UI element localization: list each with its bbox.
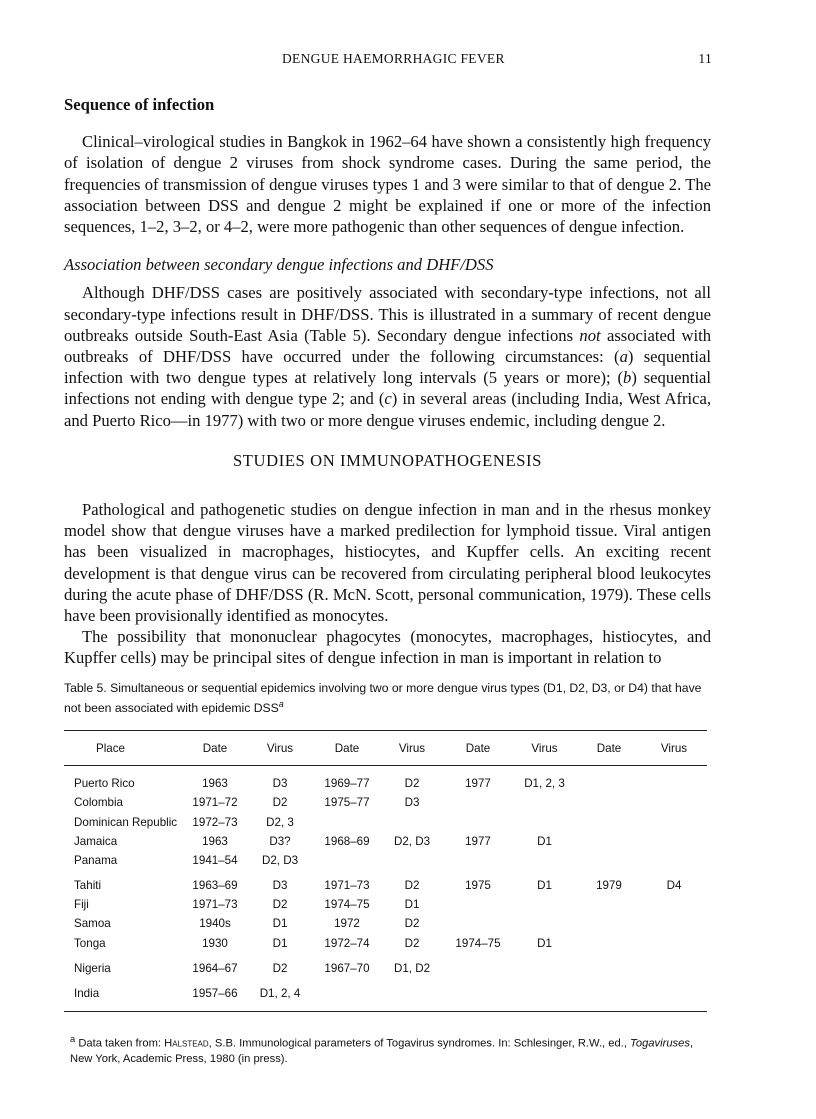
footnote-author: Halstead — [164, 1037, 209, 1050]
table-5 — [64, 680, 711, 1067]
table-row: Dominican Republic 1972–73 D2, 3 — [74, 815, 294, 829]
table-row: Tahiti 1963–69 D3 1971–73 D2 1975 D1 1979 D4 — [74, 879, 682, 893]
column-header: Virus — [512, 731, 577, 766]
column-header: Place — [64, 731, 184, 766]
table-footnote: $^a$ Data taken from: Halstead, S.B. Immunological parameters of Togavirus syndromes. In: Schlesinger, R.W., ed., Togaviruses, New York, Academic Press, 1980 (in press). — [70, 1034, 694, 1065]
table-row: India 1957–66 D1, 2, 4 — [64, 978, 707, 1012]
subsection-heading-association: Association between secondary dengue infections and DHF/DSS — [64, 255, 494, 275]
table-row: Jamaica 1963 D3? 1968–69 D2, D3 1977 D1 — [74, 834, 552, 848]
running-title: DENGUE HAEMORRHAGIC FEVER — [282, 51, 505, 66]
paragraph-association: Although DHF/DSS cases are positively associated with secondary-type infections, not all secondary-type infections result in DHF/DSS. This is illustrated in a summary of recent dengue outbreaks outside South-East Asia (Table 5). Secondary dengue infections not associated with outbreaks of DHF/DSS have occurred under the following circumstances: (a) sequential infection with two dengue types at relatively long intervals (5 years or more); (b) sequential infections not ending with dengue type 2; and (c) in several areas (including India, West Africa, and Puerto Rico—in 1977) with two or more dengue viruses endemic, including dengue 2. — [64, 283, 712, 430]
column-header: Date — [184, 731, 246, 766]
epidemics-table — [64, 730, 707, 1012]
table-row: Fiji 1971–73 D2 1974–75 D1 — [74, 898, 420, 912]
column-header: Virus — [641, 731, 707, 766]
body-text — [64, 94, 711, 669]
section-heading-immunopathogenesis: STUDIES ON IMMUNOPATHOGENESIS — [232, 450, 543, 470]
caption-footnote-marker: a — [278, 699, 284, 709]
column-header: Virus — [380, 731, 444, 766]
emphasis-not: not — [579, 325, 601, 345]
page-number: 11 — [698, 51, 712, 66]
table-row: Samoa 1940s D1 1972 D2 — [74, 917, 420, 931]
table-row: Panama 1941–54 D2, D3 — [74, 853, 299, 867]
paragraph-sequence: Clinical–virological studies in Bangkok in 1962–64 have shown a consistently high frequency of isolation of dengue 2 viruses from shock syndrome cases. During the same period, the frequencies of transmission of dengue viruses types 1 and 3 were similar to that of dengue 2. The association between DSS and dengue 2 might be explained if one or more of the infection sequences, 1–2, 3–2, or 4–2, were more pathogenic than other sequences of dengue infection. — [64, 132, 711, 237]
table-row: Nigeria 1964–67 D2 1967–70 D1, D2 — [74, 961, 431, 975]
table-caption: Table 5. Simultaneous or sequential epidemics involving two or more dengue virus types (D1, D2, D3, or D4) that have not been associated with epidemic DSS$^a$ — [64, 681, 702, 716]
footnote-book-title: Togaviruses — [630, 1037, 690, 1050]
running-head — [64, 51, 712, 71]
table-row: Tonga 1930 D1 1972–74 D2 1974–75 D1 — [74, 936, 552, 950]
column-header: Date — [314, 731, 380, 766]
paragraph-immuno-1: Pathological and pathogenetic studies on dengue infection in man and in the rhesus monkey model show that dengue viruses have a marked predilection for lymphoid tissue. Viral antigen has been visualized in macrophages, histiocytes, and Kupffer cells. An exciting recent development is that dengue virus can be recovered from circulating peripheral blood leukocytes during the acute phase of DHF/DSS (R. McN. Scott, personal communication, 1979). These cells have been provisionally identified as monocytes. — [64, 500, 711, 626]
table-header-row — [64, 731, 707, 766]
table-row: Colombia 1971–72 D2 1975–77 D3 — [74, 796, 420, 810]
column-header: Date — [444, 731, 512, 766]
footnote-marker: a — [70, 1034, 76, 1045]
paragraph-immuno-2: The possibility that mononuclear phagocytes (monocytes, macrophages, histiocytes, and Kupffer cells) may be principal sites of dengue infection in man is important in relation to — [64, 627, 711, 668]
column-header: Date — [577, 731, 641, 766]
table-row: Puerto Rico 1963 D3 1969–77 D2 1977 D1, 2, 3 — [74, 777, 565, 791]
column-header: Virus — [246, 731, 314, 766]
section-heading-sequence: Sequence of infection — [64, 95, 215, 114]
